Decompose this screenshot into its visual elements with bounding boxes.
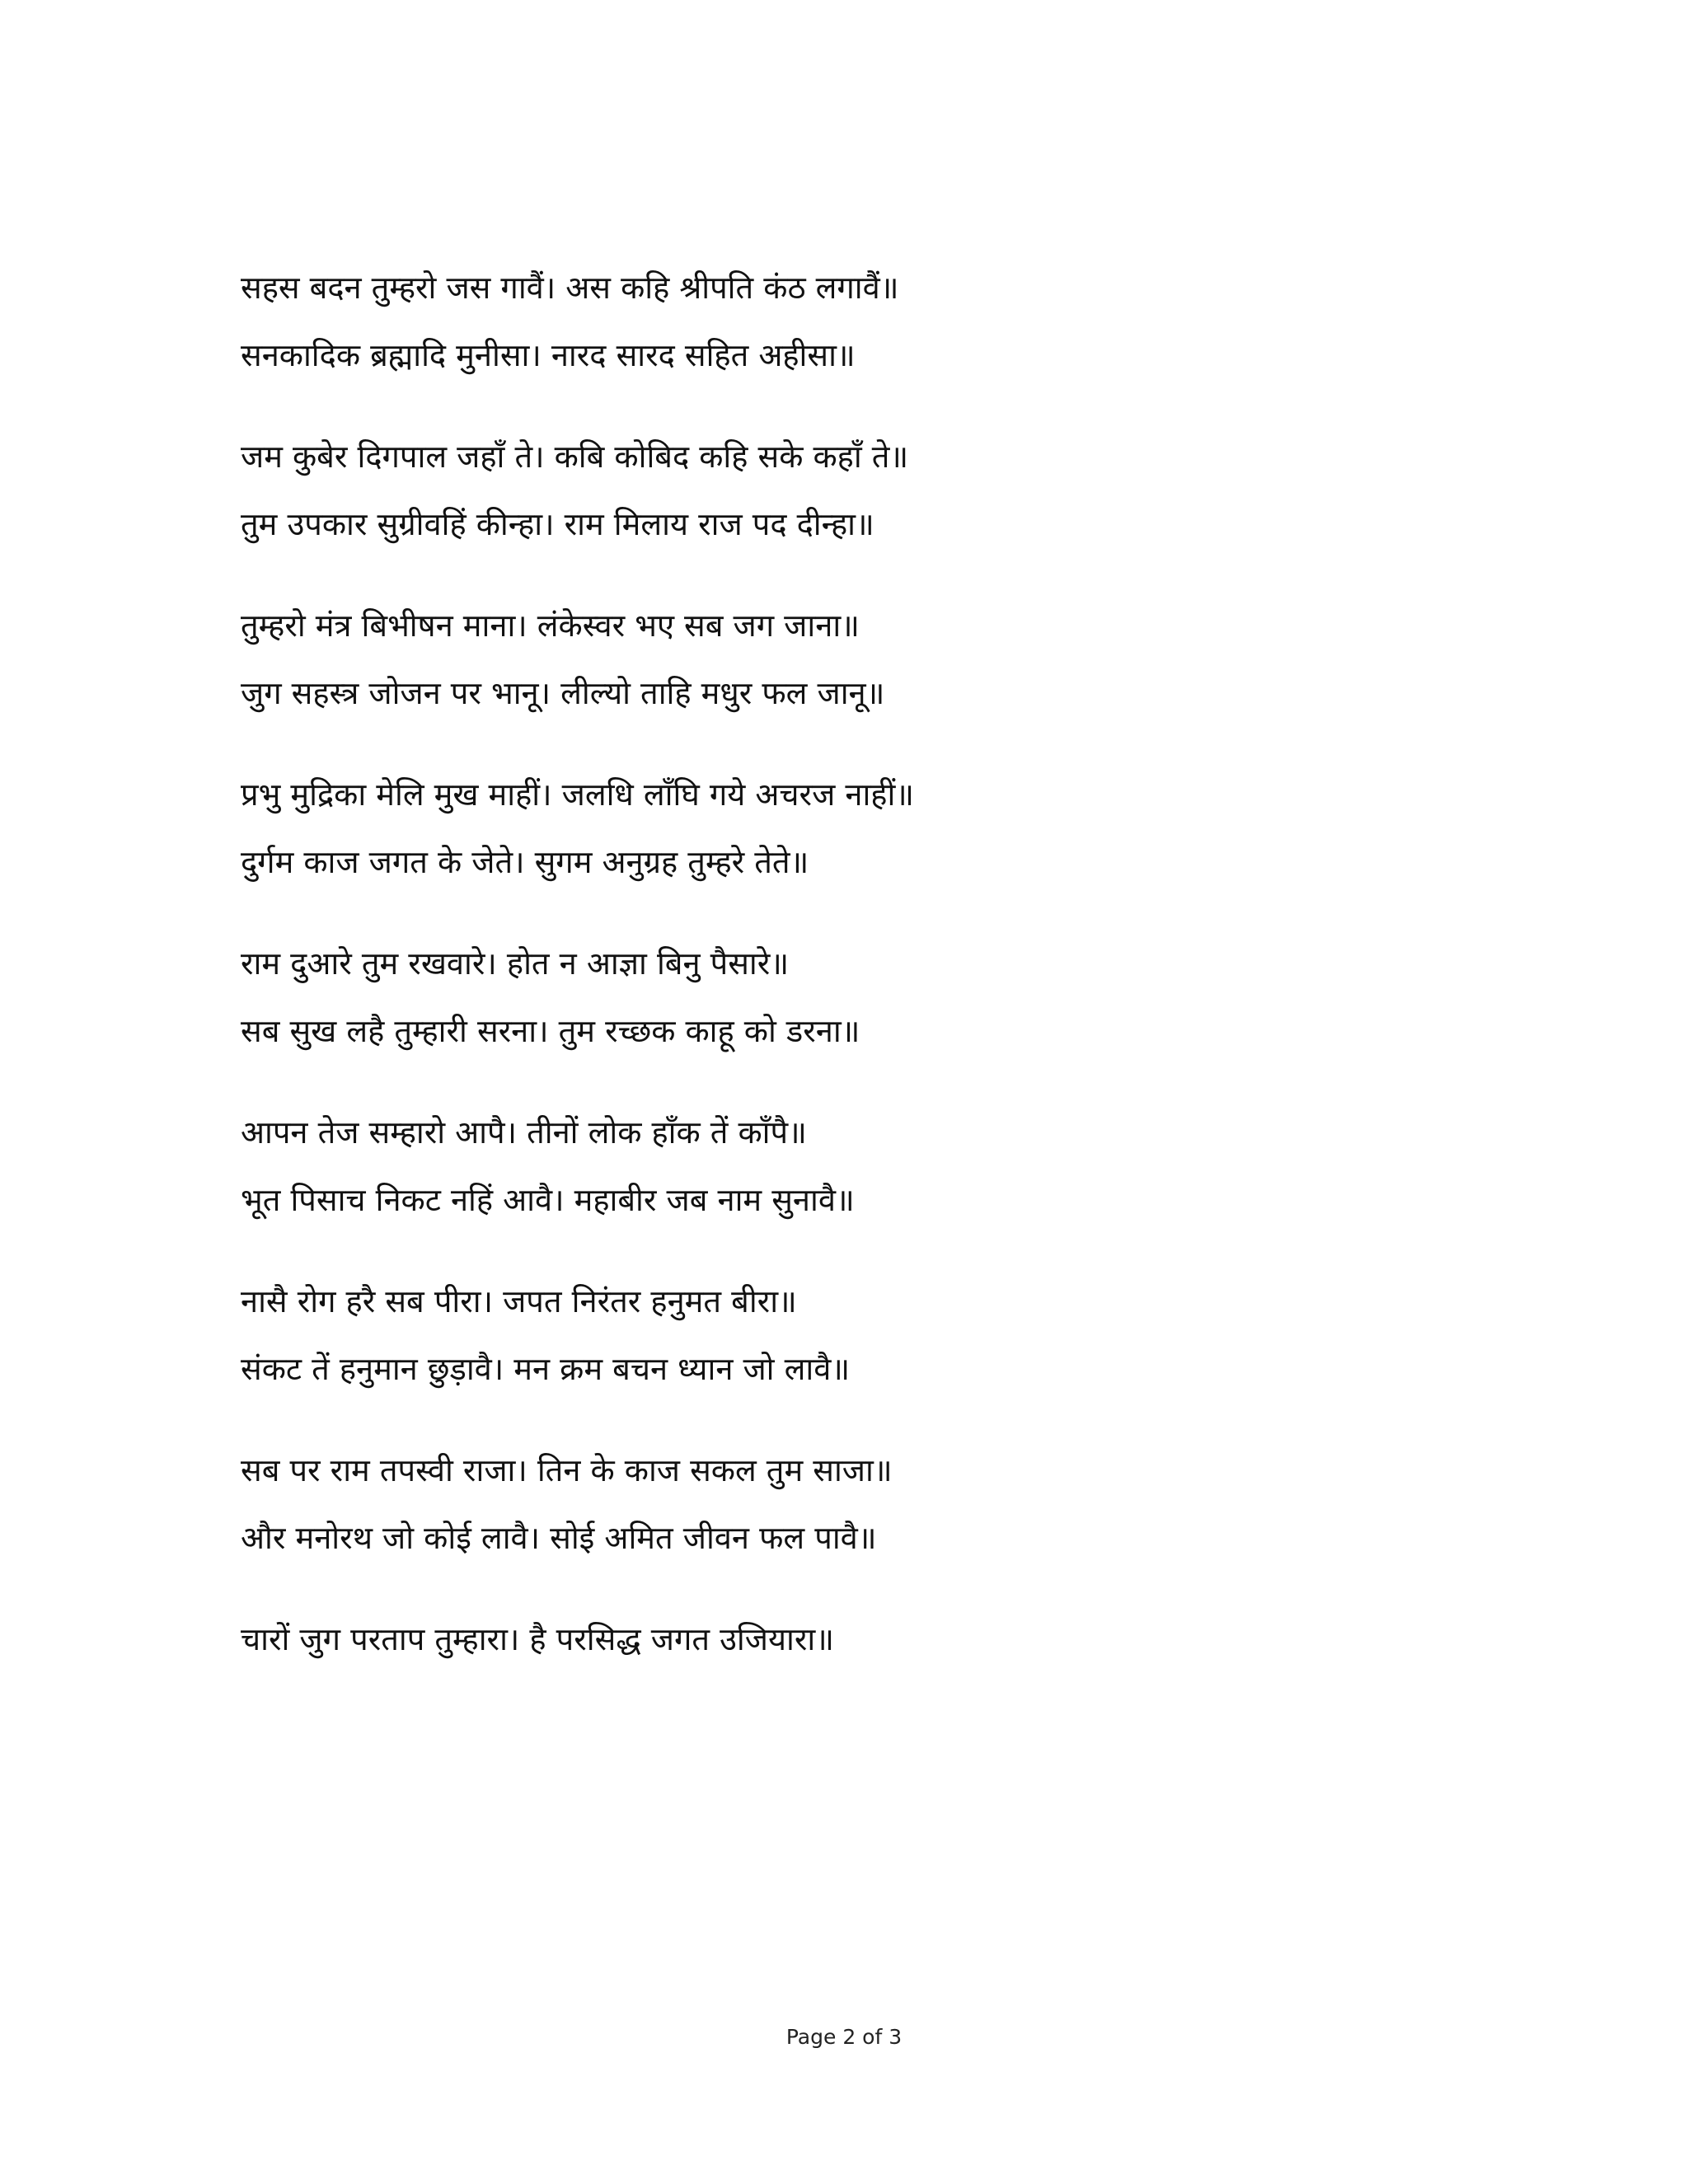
stanza-8 — [241, 1452, 1477, 1556]
verse-line: संकट तें हनुमान छुड़ावै। मन क्रम बचन ध्यान जो लावै॥ — [241, 1351, 851, 1387]
verse-line: तुम्हरो मंत्र बिभीषन माना। लंकेस्वर भए सब जग जाना॥ — [241, 607, 860, 644]
verse-line: जम कुबेर दिगपाल जहाँ ते। कबि कोबिद कहि सके कहाँ ते॥ — [241, 438, 909, 475]
stanza-2 — [241, 438, 1477, 542]
verse-line: जुग सहस्त्र जोजन पर भानू। लील्यो ताहि मधुर फल जानू॥ — [241, 675, 885, 711]
stanza-9 — [241, 1621, 1477, 1657]
verse-line: आपन तेज सम्हारो आपै। तीनों लोक हाँक तें काँपै॥ — [241, 1114, 807, 1151]
page-number: Page 2 of 3 — [785, 2025, 903, 2049]
stanza-7 — [241, 1283, 1477, 1387]
verse-line: सब सुख लहै तुम्हारी सरना। तुम रच्छक काहू को डरना॥ — [241, 1013, 860, 1049]
stanza-5 — [241, 945, 1477, 1049]
verse-line: तुम उपकार सुग्रीवहिं कीन्हा। राम मिलाय राज पद दीन्हा॥ — [241, 506, 874, 542]
stanza-6 — [241, 1114, 1477, 1218]
verse-line: सहस बदन तुम्हरो जस गावैं। अस कहि श्रीपति कंठ लगावैं॥ — [241, 269, 899, 306]
verse-body — [241, 269, 1477, 1725]
verse-line: नासै रोग हरै सब पीरा। जपत निरंतर हनुमत बीरा॥ — [241, 1283, 797, 1319]
stanza-1 — [241, 269, 1477, 373]
verse-line: दुर्गम काज जगत के जेते। सुगम अनुग्रह तुम्हरे तेते॥ — [241, 844, 809, 880]
verse-line: चारों जुग परताप तुम्हारा। है परसिद्ध जगत उजियारा॥ — [241, 1621, 834, 1657]
verse-line: सब पर राम तपस्वी राजा। तिन के काज सकल तुम साजा॥ — [241, 1452, 893, 1488]
verse-line: सनकादिक ब्रह्मादि मुनीसा। नारद सारद सहित अहीसा॥ — [241, 337, 856, 373]
verse-line: और मनोरथ जो कोई लावै। सोई अमित जीवन फल पावै॥ — [241, 1520, 877, 1556]
verse-line: प्रभु मुद्रिका मेलि मुख माहीं। जलधि लाँघि गये अचरज नाहीं॥ — [241, 776, 915, 813]
verse-line: भूत पिसाच निकट नहिं आवै। महाबीर जब नाम सुनावै॥ — [241, 1182, 855, 1218]
verse-line: राम दुआरे तुम रखवारे। होत न आज्ञा बिनु पैसारे॥ — [241, 945, 790, 982]
stanza-4 — [241, 776, 1477, 880]
stanza-3 — [241, 607, 1477, 711]
